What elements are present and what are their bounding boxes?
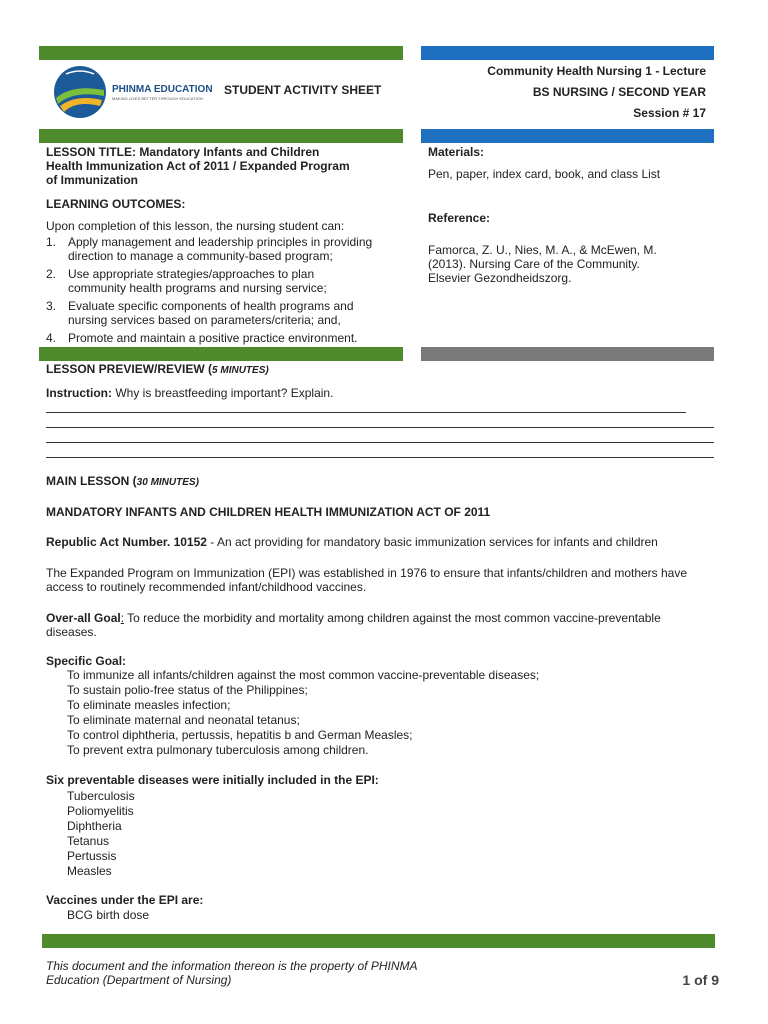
epi-line: access to routinely recommended infant/childhood vaccines. [46,580,367,594]
answer-line[interactable] [46,412,686,413]
list-item: To immunize all infants/children against the most common vaccine-preventable diseases; [67,668,540,682]
preview-heading [46,362,269,376]
header-blue-bar [421,46,714,60]
main-minutes: 30 MINUTES) [136,477,199,488]
diseases-heading: Six preventable diseases were initially included in the EPI: [46,773,379,787]
list-item: Poliomyelitis [67,804,134,818]
header-green-bar [39,46,403,60]
logo-globe-icon [52,64,108,120]
goal-colon: : [120,611,125,625]
preview-gray-bar [421,347,714,361]
republic-act [46,535,658,549]
goal-label: Over-all Goal [46,611,121,625]
course-title: Community Health Nursing 1 - Lecture [487,64,706,78]
vaccines-heading: Vaccines under the EPI are: [46,893,204,907]
act-title: MANDATORY INFANTS AND CHILDREN HEALTH IMMUNIZATION ACT OF 2011 [46,505,491,519]
vaccines-list [67,908,149,923]
preview-heading-text: LESSON PREVIEW/REVIEW ( [46,362,213,376]
materials-blue-bar [421,129,714,143]
lesson-title [46,145,350,187]
program-year: BS NURSING / SECOND YEAR [532,85,706,99]
footer-line: Education (Department of Nursing) [46,973,232,987]
lesson-title-line3: of Immunization [46,173,138,187]
outcome-item: 1. Apply management and leadership principles in providing direction to manage a community-based program; [46,235,373,263]
list-item: BCG birth dose [67,908,150,922]
list-item: To eliminate measles infection; [67,698,231,712]
outcomes-list [46,235,406,345]
answer-line[interactable] [46,442,714,443]
logo-text: PHINMA EDUCATION [112,84,213,95]
reference-heading: Reference: [428,211,491,225]
footer-note [46,959,418,987]
ra-text: - An act providing for mandatory basic immunization services for infants and children [206,535,658,549]
sheet-title: STUDENT ACTIVITY SHEET [224,83,382,97]
specific-goal-list [67,668,539,758]
footer-green-bar [42,934,715,948]
outcome-item: 4. Promote and maintain a positive practice environment. [46,331,358,345]
preview-minutes: 5 MINUTES) [212,365,269,376]
lesson-title-line2: Health Immunization Act of 2011 / Expanded Program [46,159,350,173]
list-item: Diphtheria [67,819,122,833]
page-number: 1 of 9 [682,972,719,988]
list-item: Tuberculosis [67,789,135,803]
preview-green-bar [39,347,403,361]
phinma-logo [52,64,108,120]
list-item: To sustain polio-free status of the Philippines; [67,683,308,697]
outcome-item: 2. Use appropriate strategies/approaches to plan community health programs and nursing service; [46,267,327,295]
diseases-list [67,789,135,879]
answer-line[interactable] [46,427,714,428]
list-item: To eliminate maternal and neonatal tetanus; [67,713,300,727]
outcomes-heading: LEARNING OUTCOMES: [46,197,186,211]
preview-instruction [46,386,333,400]
reference-line: Famorca, Z. U., Nies, M. A., & McEwen, M. [428,243,657,257]
epi-paragraph [46,566,687,594]
ra-label: Republic Act Number. 10152 [46,535,207,549]
epi-line: The Expanded Program on Immunization (EPI) was established in 1976 to ensure that infants/children and mothers have [46,566,688,580]
reference-line: Elsevier Gezondheidszorg. [428,271,572,285]
instruction-label: Instruction: [46,386,112,400]
instruction-text: Why is breastfeeding important? Explain. [112,386,334,400]
overall-goal [46,611,661,639]
list-item: To prevent extra pulmonary tuberculosis among children. [67,743,369,757]
session-number: Session # 17 [633,106,706,120]
specific-goal-heading: Specific Goal: [46,654,127,668]
lesson-title-line1: LESSON TITLE: Mandatory Infants and Children [46,145,320,159]
list-item: Tetanus [67,834,110,848]
goal-text-line2: diseases. [46,625,97,639]
list-item: Pertussis [67,849,117,863]
materials-heading: Materials: [428,145,485,159]
goal-text: To reduce the morbidity and mortality among children against the most common vaccine-preventable [124,611,661,625]
main-heading-text: MAIN LESSON ( [46,474,137,488]
list-item: Measles [67,864,112,878]
outcome-item: 3. Evaluate specific components of health programs and nursing services based on parameters/criteria; and, [46,299,354,327]
answer-line[interactable] [46,457,714,458]
logo-tagline: MAKING LIVES BETTER THROUGH EDUCATION [112,96,203,101]
footer-line: This document and the information thereon is the property of PHINMA [46,959,418,973]
reference-line: (2013). Nursing Care of the Community. [428,257,640,271]
materials-text: Pen, paper, index card, book, and class List [428,167,661,181]
main-lesson-heading [46,474,199,488]
lesson-green-bar [39,129,403,143]
reference-text [428,243,657,285]
outcomes-intro: Upon completion of this lesson, the nursing student can: [46,219,345,233]
list-item: To control diphtheria, pertussis, hepatitis b and German Measles; [67,728,413,742]
